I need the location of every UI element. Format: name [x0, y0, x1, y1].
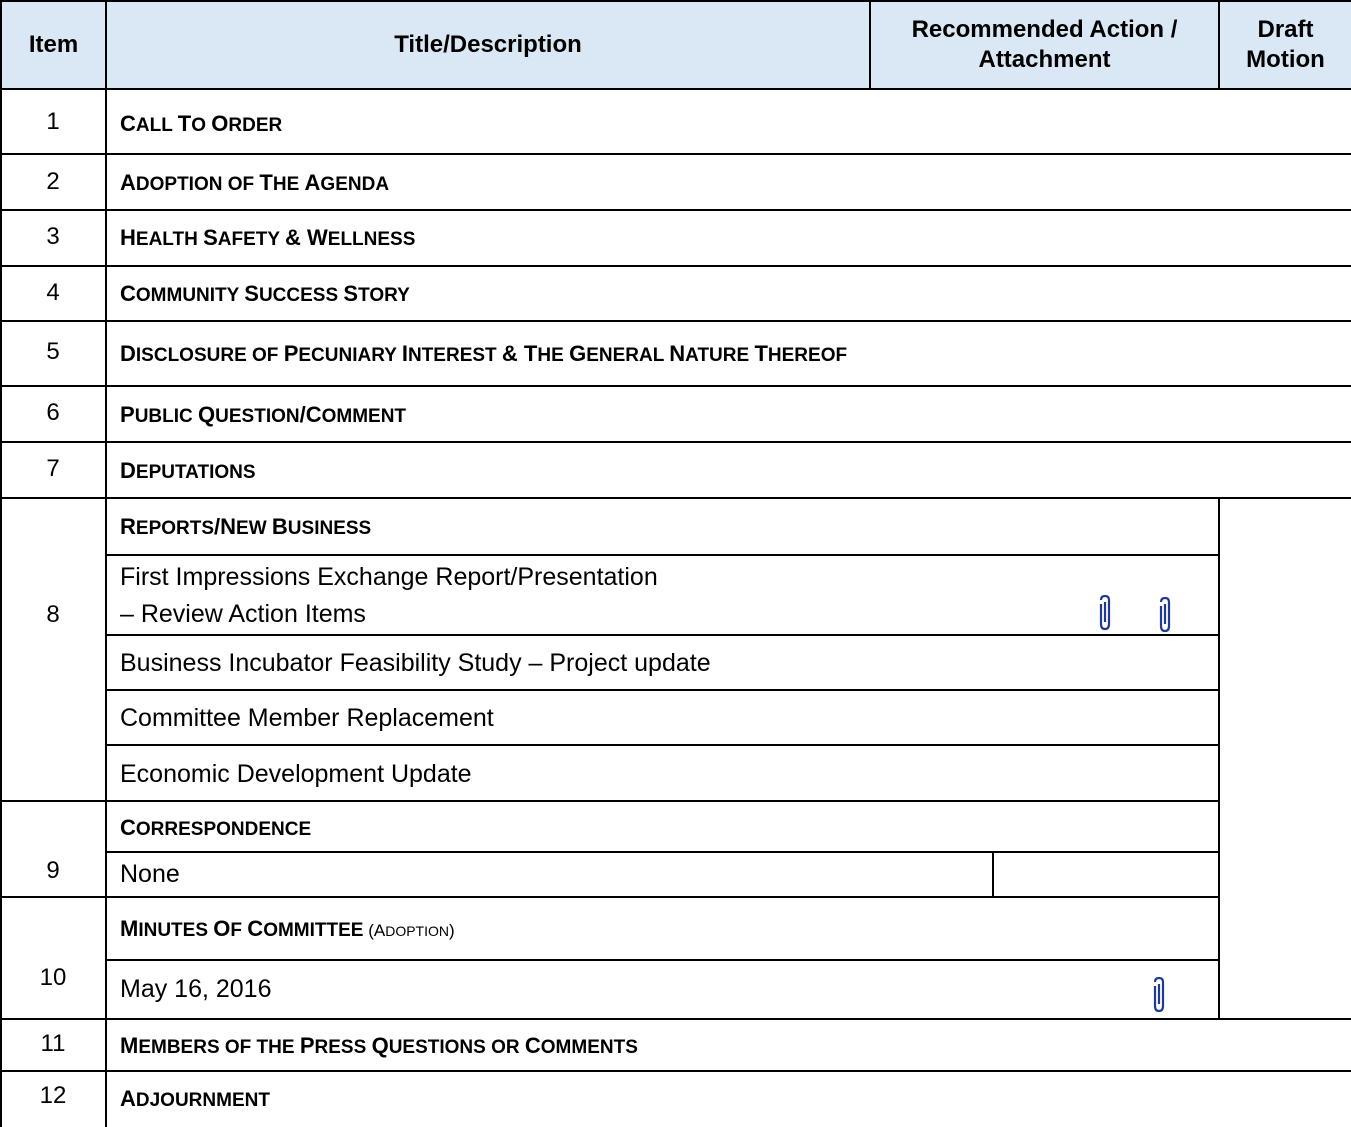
header-action-line1: Recommended Action / [911, 16, 1178, 43]
sub-item-none: None [120, 860, 180, 888]
rule-2 [0, 209, 1351, 211]
rule-10h [105, 959, 1220, 961]
item-title-members-of-press: MEMBERS OF THE PRESS QUESTIONS OR COMMENTS [120, 1033, 638, 1058]
rule-7 [0, 497, 1351, 499]
item-number: 8 [46, 601, 60, 628]
rule-item-col [105, 0, 107, 1127]
item-title-public-question: PUBLIC QUESTION/COMMENT [120, 402, 407, 427]
rule-8d [0, 800, 1220, 802]
header-action [871, 2, 1218, 88]
item-title-disclosure: DISCLOSURE OF PECUNIARY INTEREST & THE GENERAL NATURE THEREOF [120, 341, 848, 366]
item-number: 1 [46, 108, 60, 135]
rule-top [0, 0, 1351, 2]
rule-1 [0, 153, 1351, 155]
rule-title-col [869, 0, 871, 89]
paperclip-icon[interactable] [1096, 594, 1112, 632]
item-number: 9 [46, 857, 60, 884]
header-action-line2: Attachment [978, 46, 1111, 73]
paperclip-icon[interactable] [1150, 976, 1166, 1014]
rule-8a [105, 634, 1220, 636]
rule-11 [0, 1070, 1351, 1072]
item-title-adoption-of-agenda: ADOPTION OF THE AGENDA [120, 170, 390, 195]
rule-8b [105, 689, 1220, 691]
rule-header-bottom [0, 88, 1351, 90]
item-number: 2 [46, 168, 60, 195]
rule-8c [105, 744, 1220, 746]
item-title-correspondence: CORRESPONDENCE [120, 815, 312, 840]
item-title-adjournment: ADJOURNMENT [120, 1086, 270, 1111]
item-number: 3 [46, 223, 60, 250]
item-title-reports-new-business: REPORTS/NEW BUSINESS [120, 514, 372, 539]
sub-item-may-16-2016: May 16, 2016 [120, 975, 272, 1003]
sub-item-business-incubator: Business Incubator Feasibility Study – Project update [120, 649, 711, 677]
rule-8h [105, 554, 1220, 556]
rule-3 [0, 265, 1351, 267]
rule-6 [0, 441, 1351, 443]
item-number: 11 [40, 1030, 66, 1057]
item-number: 6 [46, 399, 60, 426]
header-item [2, 2, 105, 88]
item-title-deputations: DEPUTATIONS [120, 458, 256, 483]
item-title-community-success: COMMUNITY SUCCESS STORY [120, 281, 410, 306]
header-motion-line2: Motion [1246, 46, 1325, 73]
sub-item-first-impressions-line2: – Review Action Items [120, 600, 366, 628]
item-number: 5 [46, 338, 60, 365]
paperclip-icon[interactable] [1156, 596, 1172, 634]
item-number: 7 [46, 455, 60, 482]
sub-item-economic-development: Economic Development Update [120, 760, 472, 788]
header-title [107, 2, 869, 88]
rule-none-divider [992, 851, 994, 898]
rule-action-col [1218, 0, 1220, 89]
item-title-health-safety: HEALTH SAFETY & WELLNESS [120, 225, 416, 250]
rule-5 [0, 385, 1351, 387]
sub-item-committee-member: Committee Member Replacement [120, 704, 494, 732]
rule-9 [0, 896, 1220, 898]
item-number: 10 [39, 964, 67, 991]
sub-item-first-impressions-line1: First Impressions Exchange Report/Presentation [120, 563, 658, 591]
rule-motion-col [1218, 497, 1220, 1020]
rule-9h [105, 851, 1220, 853]
header-motion [1220, 2, 1351, 88]
header-title-label: Title/Description [394, 31, 582, 58]
rule-4 [0, 320, 1351, 322]
item-number: 12 [39, 1082, 67, 1109]
item-title-minutes-of-committee: MINUTES OF COMMITTEE (ADOPTION) [120, 916, 455, 941]
item-number: 4 [46, 279, 60, 306]
rule-10 [0, 1018, 1351, 1020]
item-title-call-to-order: CALL TO ORDER [120, 111, 283, 136]
header-item-label: Item [28, 31, 79, 58]
header-motion-line1: Draft [1257, 16, 1314, 43]
